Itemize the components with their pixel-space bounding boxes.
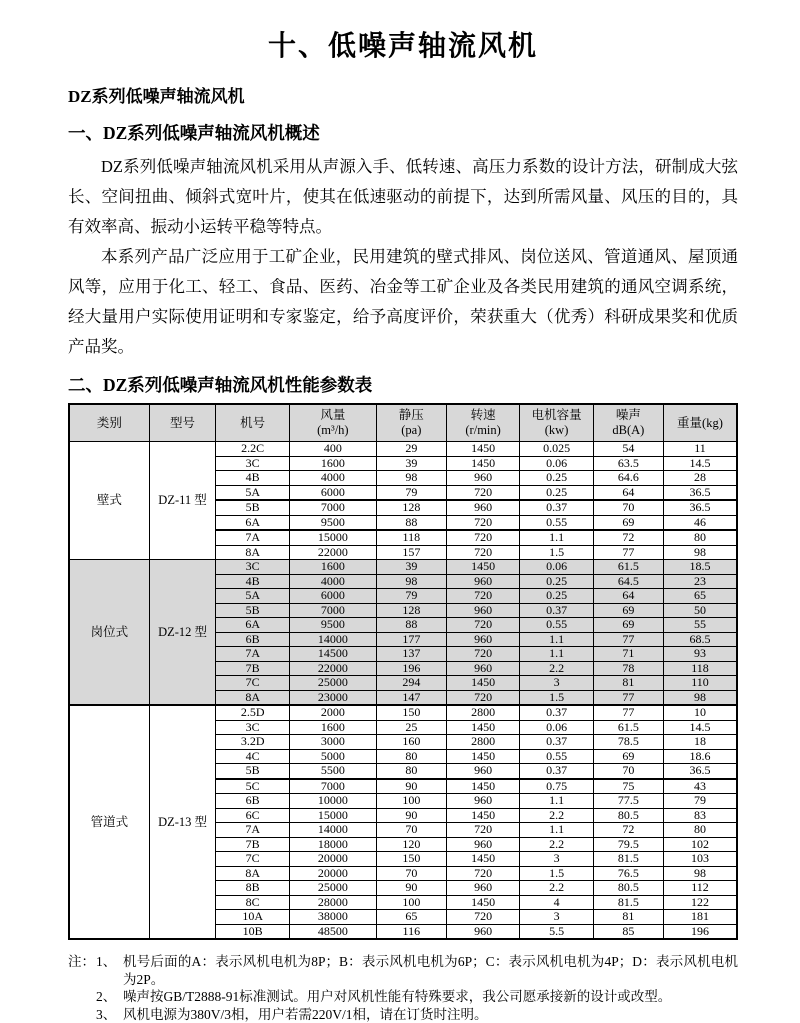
data-cell: 2.5D bbox=[216, 705, 289, 720]
data-cell: 960 bbox=[446, 764, 519, 779]
data-cell: 1450 bbox=[446, 456, 519, 471]
data-cell: 5C bbox=[216, 779, 289, 794]
data-cell: 720 bbox=[446, 866, 519, 881]
data-cell: 960 bbox=[446, 500, 519, 515]
data-cell: 0.025 bbox=[520, 442, 593, 457]
data-cell: 5A bbox=[216, 589, 289, 604]
data-cell: 88 bbox=[376, 515, 446, 530]
data-cell: 39 bbox=[376, 560, 446, 575]
data-cell: 1450 bbox=[446, 749, 519, 764]
data-cell: 118 bbox=[376, 530, 446, 545]
data-cell: 61.5 bbox=[593, 560, 663, 575]
data-cell: 48500 bbox=[289, 924, 376, 939]
data-cell: 76.5 bbox=[593, 866, 663, 881]
data-cell: 720 bbox=[446, 690, 519, 705]
data-cell: 64.5 bbox=[593, 574, 663, 589]
data-cell: 960 bbox=[446, 924, 519, 939]
data-cell: 98 bbox=[663, 545, 737, 560]
data-cell: 1450 bbox=[446, 676, 519, 691]
data-cell: 29 bbox=[376, 442, 446, 457]
data-cell: 98 bbox=[376, 471, 446, 486]
data-cell: 0.06 bbox=[520, 560, 593, 575]
table-row bbox=[69, 442, 737, 457]
data-cell: 0.06 bbox=[520, 720, 593, 735]
data-cell: 25000 bbox=[289, 881, 376, 896]
data-cell: 46 bbox=[663, 515, 737, 530]
data-cell: 4B bbox=[216, 574, 289, 589]
data-cell: 5B bbox=[216, 764, 289, 779]
data-cell: 85 bbox=[593, 924, 663, 939]
data-cell: 1450 bbox=[446, 720, 519, 735]
data-cell: 90 bbox=[376, 779, 446, 794]
data-cell: 1.5 bbox=[520, 545, 593, 560]
data-cell: 1600 bbox=[289, 720, 376, 735]
data-cell: 181 bbox=[663, 910, 737, 925]
category-cell: 管道式 bbox=[69, 705, 149, 939]
column-header: 风量 (m³/h) bbox=[289, 404, 376, 442]
data-cell: 65 bbox=[376, 910, 446, 925]
data-cell: 93 bbox=[663, 647, 737, 662]
section-2-heading: 二、DZ系列低噪声轴流风机性能参数表 bbox=[68, 372, 738, 397]
data-cell: 0.55 bbox=[520, 749, 593, 764]
data-cell: 75 bbox=[593, 779, 663, 794]
data-cell: 81 bbox=[593, 676, 663, 691]
data-cell: 6C bbox=[216, 808, 289, 823]
data-cell: 720 bbox=[446, 618, 519, 633]
data-cell: 3C bbox=[216, 720, 289, 735]
data-cell: 28000 bbox=[289, 895, 376, 910]
data-cell: 55 bbox=[663, 618, 737, 633]
data-cell: 0.37 bbox=[520, 764, 593, 779]
data-cell: 6B bbox=[216, 632, 289, 647]
data-cell: 23000 bbox=[289, 690, 376, 705]
data-cell: 2000 bbox=[289, 705, 376, 720]
data-cell: 63.5 bbox=[593, 456, 663, 471]
data-cell: 5B bbox=[216, 603, 289, 618]
data-cell: 960 bbox=[446, 881, 519, 896]
data-cell: 120 bbox=[376, 837, 446, 852]
data-cell: 0.37 bbox=[520, 603, 593, 618]
data-cell: 2.2 bbox=[520, 661, 593, 676]
data-cell: 77.5 bbox=[593, 794, 663, 809]
data-cell: 100 bbox=[376, 794, 446, 809]
data-cell: 150 bbox=[376, 705, 446, 720]
data-cell: 100 bbox=[376, 895, 446, 910]
data-cell: 1450 bbox=[446, 779, 519, 794]
data-cell: 0.06 bbox=[520, 456, 593, 471]
data-cell: 8A bbox=[216, 690, 289, 705]
data-cell: 2.2 bbox=[520, 837, 593, 852]
data-cell: 7A bbox=[216, 647, 289, 662]
data-cell: 77 bbox=[593, 632, 663, 647]
data-cell: 36.5 bbox=[663, 485, 737, 500]
data-cell: 137 bbox=[376, 647, 446, 662]
data-cell: 80 bbox=[663, 823, 737, 838]
column-header: 静压 (pa) bbox=[376, 404, 446, 442]
data-cell: 98 bbox=[376, 574, 446, 589]
data-cell: 79 bbox=[376, 589, 446, 604]
data-cell: 1450 bbox=[446, 442, 519, 457]
data-cell: 3.2D bbox=[216, 735, 289, 750]
data-cell: 5B bbox=[216, 500, 289, 515]
data-cell: 0.25 bbox=[520, 485, 593, 500]
overview-paragraph-2: 本系列产品广泛应用于工矿企业，民用建筑的壁式排风、岗位送风、管道通风、屋顶通风等，应用于化工、轻工、食品、医药、冶金等工矿企业及各类民用建筑的通风空调系统，经大量用户实际使用证明和专家鉴定，给予高度评价，荣获重大（优秀）科研成果奖和优质产品奖。 bbox=[68, 242, 738, 362]
notes-label: 注： bbox=[68, 953, 96, 971]
data-cell: 80.5 bbox=[593, 808, 663, 823]
model-cell: DZ-11 型 bbox=[149, 442, 216, 560]
data-cell: 122 bbox=[663, 895, 737, 910]
data-cell: 2.2C bbox=[216, 442, 289, 457]
data-cell: 150 bbox=[376, 852, 446, 867]
data-cell: 70 bbox=[376, 823, 446, 838]
table-row bbox=[69, 560, 737, 575]
data-cell: 15000 bbox=[289, 530, 376, 545]
data-cell: 720 bbox=[446, 530, 519, 545]
data-cell: 0.25 bbox=[520, 589, 593, 604]
data-cell: 960 bbox=[446, 632, 519, 647]
data-cell: 80.5 bbox=[593, 881, 663, 896]
data-cell: 36.5 bbox=[663, 500, 737, 515]
data-cell: 9500 bbox=[289, 515, 376, 530]
data-cell: 7B bbox=[216, 837, 289, 852]
data-cell: 64.6 bbox=[593, 471, 663, 486]
data-cell: 4 bbox=[520, 895, 593, 910]
data-cell: 960 bbox=[446, 471, 519, 486]
data-cell: 72 bbox=[593, 823, 663, 838]
data-cell: 88 bbox=[376, 618, 446, 633]
data-cell: 720 bbox=[446, 823, 519, 838]
data-cell: 68.5 bbox=[663, 632, 737, 647]
data-cell: 77 bbox=[593, 705, 663, 720]
data-cell: 1.1 bbox=[520, 632, 593, 647]
data-cell: 80 bbox=[376, 749, 446, 764]
data-cell: 10000 bbox=[289, 794, 376, 809]
data-cell: 160 bbox=[376, 735, 446, 750]
data-cell: 14.5 bbox=[663, 720, 737, 735]
category-cell: 壁式 bbox=[69, 442, 149, 560]
data-cell: 70 bbox=[376, 866, 446, 881]
data-cell: 128 bbox=[376, 500, 446, 515]
column-header: 机号 bbox=[216, 404, 289, 442]
data-cell: 2800 bbox=[446, 705, 519, 720]
data-cell: 1450 bbox=[446, 852, 519, 867]
data-cell: 71 bbox=[593, 647, 663, 662]
data-cell: 79.5 bbox=[593, 837, 663, 852]
data-cell: 10A bbox=[216, 910, 289, 925]
data-cell: 20000 bbox=[289, 852, 376, 867]
data-cell: 1.5 bbox=[520, 866, 593, 881]
data-cell: 69 bbox=[593, 515, 663, 530]
data-cell: 2.2 bbox=[520, 808, 593, 823]
data-cell: 77 bbox=[593, 545, 663, 560]
overview-paragraph-1: DZ系列低噪声轴流风机采用从声源入手、低转速、高压力系数的设计方法，研制成大弦长、空间扭曲、倾斜式宽叶片，使其在低速驱动的前提下，达到所需风量、风压的目的，具有效率高、振动小运转平稳等特点。 bbox=[68, 152, 738, 242]
data-cell: 720 bbox=[446, 647, 519, 662]
data-cell: 960 bbox=[446, 574, 519, 589]
column-header: 重量(kg) bbox=[663, 404, 737, 442]
data-cell: 3 bbox=[520, 910, 593, 925]
data-cell: 70 bbox=[593, 500, 663, 515]
data-cell: 400 bbox=[289, 442, 376, 457]
data-cell: 10B bbox=[216, 924, 289, 939]
note-marker: 3、 bbox=[96, 1006, 123, 1023]
data-cell: 50 bbox=[663, 603, 737, 618]
note-item bbox=[96, 1006, 738, 1023]
data-cell: 960 bbox=[446, 603, 519, 618]
data-cell: 38000 bbox=[289, 910, 376, 925]
data-cell: 103 bbox=[663, 852, 737, 867]
performance-table bbox=[68, 403, 738, 940]
data-cell: 294 bbox=[376, 676, 446, 691]
notes bbox=[68, 953, 738, 1023]
data-cell: 118 bbox=[663, 661, 737, 676]
column-header: 电机容量 (kw) bbox=[520, 404, 593, 442]
note-text: 噪声按GB/T2888-91标准测试。用户对风机性能有特殊要求，我公司愿承接新的设计或改型。 bbox=[123, 988, 738, 1006]
data-cell: 196 bbox=[376, 661, 446, 676]
data-cell: 5000 bbox=[289, 749, 376, 764]
data-cell: 14000 bbox=[289, 632, 376, 647]
data-cell: 7A bbox=[216, 530, 289, 545]
data-cell: 7C bbox=[216, 676, 289, 691]
section-1-heading: 一、DZ系列低噪声轴流风机概述 bbox=[68, 120, 738, 145]
data-cell: 720 bbox=[446, 910, 519, 925]
data-cell: 14.5 bbox=[663, 456, 737, 471]
data-cell: 5.5 bbox=[520, 924, 593, 939]
note-text: 风机电源为380V/3相，用户若需220V/1相，请在订货时注明。 bbox=[123, 1006, 738, 1023]
data-cell: 1450 bbox=[446, 895, 519, 910]
data-cell: 1600 bbox=[289, 456, 376, 471]
data-cell: 6000 bbox=[289, 485, 376, 500]
data-cell: 69 bbox=[593, 749, 663, 764]
data-cell: 69 bbox=[593, 618, 663, 633]
data-cell: 80 bbox=[663, 530, 737, 545]
data-cell: 0.37 bbox=[520, 705, 593, 720]
data-cell: 22000 bbox=[289, 661, 376, 676]
data-cell: 64 bbox=[593, 485, 663, 500]
table-header-row bbox=[69, 404, 737, 442]
data-cell: 70 bbox=[593, 764, 663, 779]
data-cell: 81.5 bbox=[593, 895, 663, 910]
data-cell: 10 bbox=[663, 705, 737, 720]
data-cell: 4000 bbox=[289, 574, 376, 589]
data-cell: 3000 bbox=[289, 735, 376, 750]
data-cell: 20000 bbox=[289, 866, 376, 881]
data-cell: 0.25 bbox=[520, 574, 593, 589]
data-cell: 0.37 bbox=[520, 500, 593, 515]
data-cell: 1.1 bbox=[520, 647, 593, 662]
data-cell: 1.1 bbox=[520, 823, 593, 838]
data-cell: 18 bbox=[663, 735, 737, 750]
data-cell: 960 bbox=[446, 794, 519, 809]
document-subtitle: DZ系列低噪声轴流风机 bbox=[68, 82, 738, 107]
data-cell: 1600 bbox=[289, 560, 376, 575]
note-marker: 1、 bbox=[96, 953, 123, 971]
data-cell: 54 bbox=[593, 442, 663, 457]
data-cell: 83 bbox=[663, 808, 737, 823]
data-cell: 90 bbox=[376, 808, 446, 823]
data-cell: 8A bbox=[216, 866, 289, 881]
data-cell: 0.25 bbox=[520, 471, 593, 486]
data-cell: 72 bbox=[593, 530, 663, 545]
data-cell: 960 bbox=[446, 661, 519, 676]
page-title: 十、低噪声轴流风机 bbox=[68, 24, 738, 64]
model-cell: DZ-13 型 bbox=[149, 705, 216, 939]
data-cell: 11 bbox=[663, 442, 737, 457]
data-cell: 720 bbox=[446, 515, 519, 530]
data-cell: 6A bbox=[216, 618, 289, 633]
data-cell: 960 bbox=[446, 837, 519, 852]
data-cell: 79 bbox=[663, 794, 737, 809]
data-cell: 8A bbox=[216, 545, 289, 560]
data-cell: 78 bbox=[593, 661, 663, 676]
data-cell: 15000 bbox=[289, 808, 376, 823]
data-cell: 720 bbox=[446, 485, 519, 500]
data-cell: 6000 bbox=[289, 589, 376, 604]
data-cell: 81.5 bbox=[593, 852, 663, 867]
data-cell: 2.2 bbox=[520, 881, 593, 896]
data-cell: 1450 bbox=[446, 808, 519, 823]
data-cell: 147 bbox=[376, 690, 446, 705]
data-cell: 720 bbox=[446, 589, 519, 604]
data-cell: 81 bbox=[593, 910, 663, 925]
data-cell: 25 bbox=[376, 720, 446, 735]
data-cell: 4C bbox=[216, 749, 289, 764]
data-cell: 0.55 bbox=[520, 618, 593, 633]
data-cell: 64 bbox=[593, 589, 663, 604]
data-cell: 6B bbox=[216, 794, 289, 809]
data-cell: 80 bbox=[376, 764, 446, 779]
data-cell: 1.1 bbox=[520, 794, 593, 809]
data-cell: 5500 bbox=[289, 764, 376, 779]
data-cell: 18.6 bbox=[663, 749, 737, 764]
data-cell: 28 bbox=[663, 471, 737, 486]
data-cell: 3C bbox=[216, 456, 289, 471]
data-cell: 43 bbox=[663, 779, 737, 794]
data-cell: 4000 bbox=[289, 471, 376, 486]
data-cell: 25000 bbox=[289, 676, 376, 691]
data-cell: 18000 bbox=[289, 837, 376, 852]
column-header: 类别 bbox=[69, 404, 149, 442]
note-item bbox=[96, 988, 738, 1006]
column-header: 转速 (r/min) bbox=[446, 404, 519, 442]
data-cell: 157 bbox=[376, 545, 446, 560]
data-cell: 8B bbox=[216, 881, 289, 896]
data-cell: 3C bbox=[216, 560, 289, 575]
data-cell: 8C bbox=[216, 895, 289, 910]
data-cell: 7C bbox=[216, 852, 289, 867]
data-cell: 18.5 bbox=[663, 560, 737, 575]
data-cell: 77 bbox=[593, 690, 663, 705]
table-row bbox=[69, 705, 737, 720]
data-cell: 1.5 bbox=[520, 690, 593, 705]
data-cell: 5A bbox=[216, 485, 289, 500]
data-cell: 0.75 bbox=[520, 779, 593, 794]
data-cell: 14000 bbox=[289, 823, 376, 838]
column-header: 噪声 dB(A) bbox=[593, 404, 663, 442]
data-cell: 110 bbox=[663, 676, 737, 691]
data-cell: 0.37 bbox=[520, 735, 593, 750]
data-cell: 69 bbox=[593, 603, 663, 618]
data-cell: 4B bbox=[216, 471, 289, 486]
data-cell: 61.5 bbox=[593, 720, 663, 735]
data-cell: 98 bbox=[663, 690, 737, 705]
data-cell: 79 bbox=[376, 485, 446, 500]
data-cell: 7000 bbox=[289, 603, 376, 618]
data-cell: 23 bbox=[663, 574, 737, 589]
data-cell: 7000 bbox=[289, 779, 376, 794]
data-cell: 3 bbox=[520, 852, 593, 867]
data-cell: 1.1 bbox=[520, 530, 593, 545]
data-cell: 3 bbox=[520, 676, 593, 691]
category-cell: 岗位式 bbox=[69, 560, 149, 706]
data-cell: 65 bbox=[663, 589, 737, 604]
data-cell: 78.5 bbox=[593, 735, 663, 750]
data-cell: 177 bbox=[376, 632, 446, 647]
data-cell: 1450 bbox=[446, 560, 519, 575]
data-cell: 720 bbox=[446, 545, 519, 560]
data-cell: 98 bbox=[663, 866, 737, 881]
data-cell: 6A bbox=[216, 515, 289, 530]
note-marker: 2、 bbox=[96, 988, 123, 1006]
data-cell: 0.55 bbox=[520, 515, 593, 530]
data-cell: 22000 bbox=[289, 545, 376, 560]
data-cell: 102 bbox=[663, 837, 737, 852]
data-cell: 36.5 bbox=[663, 764, 737, 779]
data-cell: 39 bbox=[376, 456, 446, 471]
note-item bbox=[68, 953, 738, 988]
data-cell: 7B bbox=[216, 661, 289, 676]
note-text: 机号后面的A：表示风机电机为8P；B：表示风机电机为6P；C：表示风机电机为4P；D：表示风机电机为2P。 bbox=[123, 953, 738, 988]
data-cell: 90 bbox=[376, 881, 446, 896]
data-cell: 196 bbox=[663, 924, 737, 939]
model-cell: DZ-12 型 bbox=[149, 560, 216, 706]
data-cell: 7000 bbox=[289, 500, 376, 515]
data-cell: 128 bbox=[376, 603, 446, 618]
data-cell: 2800 bbox=[446, 735, 519, 750]
data-cell: 112 bbox=[663, 881, 737, 896]
data-cell: 9500 bbox=[289, 618, 376, 633]
data-cell: 116 bbox=[376, 924, 446, 939]
column-header: 型号 bbox=[149, 404, 216, 442]
data-cell: 7A bbox=[216, 823, 289, 838]
data-cell: 14500 bbox=[289, 647, 376, 662]
